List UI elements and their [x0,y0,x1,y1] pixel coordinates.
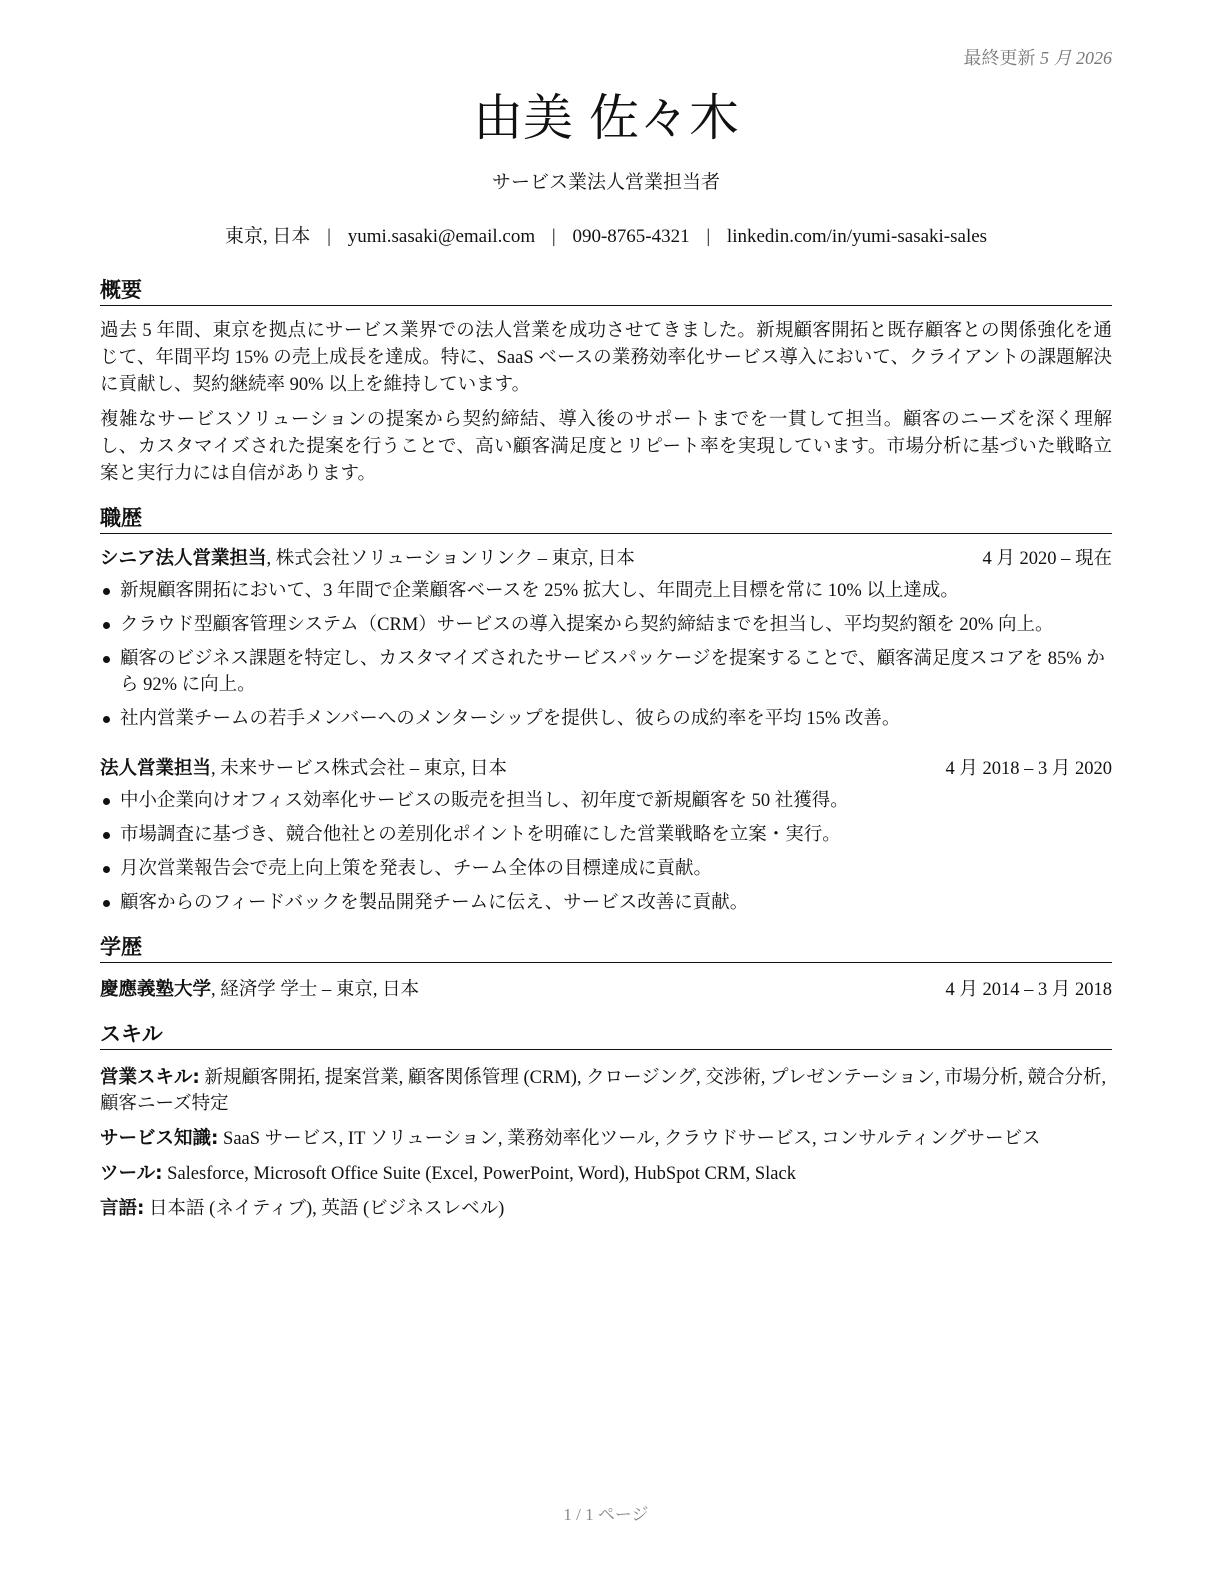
bullet-icon [103,716,110,723]
contact-email[interactable]: yumi.sasaki@email.com [347,226,536,247]
last-updated [964,44,1113,70]
education-degree-location: , 経済学 学士 – 東京, 日本 [211,980,420,1000]
list-item [100,612,1112,638]
list-item [100,646,1112,698]
list-item [100,706,1112,732]
job-company-location: , 未来サービス株式会社 – 東京, 日本 [211,759,508,779]
contact-separator: | [551,226,556,247]
skill-row [100,1161,1112,1187]
job-entry [100,756,1112,916]
list-item [100,856,1112,882]
bullet-text: 新規顧客開拓において、3 年間で企業顧客ベースを 25% 拡大し、年間売上目標を常に 10% 以上達成。 [120,581,959,601]
education-section [100,933,1112,1003]
bullet-text: 顧客からのフィードバックを製品開発チームに伝え、サービス改善に貢献。 [120,893,749,913]
bullet-text: 社内営業チームの若手メンバーへのメンターシップを提供し、彼らの成約率を平均 15% 改善。 [120,709,901,729]
job-title-company [100,756,507,782]
skill-label: サービス知識: [100,1128,219,1149]
skill-row [100,1196,1112,1222]
last-updated-date: 5 月 2026 [1040,48,1112,68]
bullet-text: 中小企業向けオフィス効率化サービスの販売を担当し、初年度で新規顧客を 50 社獲得。 [120,791,849,811]
experience-section [100,504,1112,916]
bullet-icon [103,832,110,839]
contact-location: 東京, 日本 [224,226,311,247]
skills-section [100,1020,1112,1222]
job-bullets [100,788,1112,916]
skill-label: 言語: [100,1198,145,1219]
contact-separator: | [706,226,711,247]
summary-section [100,276,1112,488]
bullet-text: 月次営業報告会で売上向上策を発表し、チーム全体の目標達成に貢献。 [120,859,713,879]
skill-label: 営業スキル: [100,1067,200,1088]
job-title-company [100,546,635,572]
contact-phone[interactable]: 090-8765-4321 [572,226,690,247]
resume-page [100,0,1112,1584]
section-title-experience: 職歴 [100,504,1112,534]
bullet-icon [103,588,110,595]
job-company-location: , 株式会社ソリューションリンク – 東京, 日本 [266,549,635,569]
contact-linkedin[interactable]: linkedin.com/in/yumi-sasaki-sales [726,226,988,247]
job-bullets [100,578,1112,732]
skill-value: SaaS サービス, IT ソリューション, 業務効率化ツール, クラウドサービス, コンサルティングサービス [218,1129,1041,1149]
bullet-text: 顧客のビジネス課題を特定し、カスタマイズされたサービスパッケージを提案することで、顧客満足度スコアを 85% から 92% に向上。 [120,649,1105,695]
bullet-icon [103,798,110,805]
bullet-icon [103,866,110,873]
education-header [100,977,1112,1003]
job-role: 法人営業担当 [100,758,212,779]
list-item [100,822,1112,848]
bullet-text: クラウド型顧客管理システム（CRM）サービスの導入提案から契約締結までを担当し、平均契約額を 20% 向上。 [120,615,1054,635]
job-entry [100,546,1112,732]
education-dates: 4 月 2014 – 3 月 2018 [945,980,1112,1000]
skill-value: 新規顧客開拓, 提案営業, 顧客関係管理 (CRM), クロージング, 交渉術, プレゼンテーション, 市場分析, 競合分析, 顧客ニーズ特定 [100,1068,1107,1114]
skill-row [100,1126,1112,1152]
bullet-icon [103,900,110,907]
candidate-name: 由美 佐々木 [473,89,739,147]
last-updated-label: 最終更新 [963,48,1036,68]
summary-paragraph: 複雑なサービスソリューションの提案から契約締結、導入後のサポートまでを一貫して担当。顧客のニーズを深く理解し、カスタマイズされた提案を行うことで、高い顧客満足度とリピート率を実現しています。市場分析に基づいた戦略立案と実行力には自信があります。 [100,410,1112,484]
section-title-skills: スキル [100,1020,1112,1050]
job-header [100,546,1112,572]
skill-label: ツール: [100,1163,163,1184]
education-school-degree [100,977,419,1003]
list-item [100,788,1112,814]
contact-line [100,224,1112,250]
candidate-headline: サービス業法人営業担当者 [491,172,720,193]
skill-value: Salesforce, Microsoft Office Suite (Excel, PowerPoint, Word), HubSpot CRM, Slack [162,1164,796,1184]
contact-separator: | [327,226,331,247]
skill-value: 日本語 (ネイティブ), 英語 (ビジネスレベル) [144,1199,505,1219]
page-indicator: 1 / 1 ページ [563,1505,649,1524]
job-role: シニア法人営業担当 [100,548,267,569]
bullet-icon [103,622,110,629]
job-header [100,756,1112,782]
summary-paragraph: 過去 5 年間、東京を拠点にサービス業界での法人営業を成功させてきました。新規顧客開拓と既存顧客との関係強化を通じて、年間平均 15% の売上成長を達成。特に、SaaS ベースの業務効率化サービス導入において、クライアントの課題解決に貢献し、契約継続率 90% 以上を維持しています。 [100,321,1112,395]
section-title-education: 学歴 [100,933,1112,963]
list-item [100,890,1112,916]
list-item [100,578,1112,604]
section-title-summary: 概要 [100,276,1112,306]
skill-row [100,1065,1112,1117]
job-dates: 4 月 2020 – 現在 [982,549,1112,569]
job-dates: 4 月 2018 – 3 月 2020 [945,759,1112,779]
education-school: 慶應義塾大学 [100,979,212,1000]
bullet-icon [103,656,110,663]
bullet-text: 市場調査に基づき、競合他社との差別化ポイントを明確にした営業戦略を立案・実行。 [120,825,841,845]
